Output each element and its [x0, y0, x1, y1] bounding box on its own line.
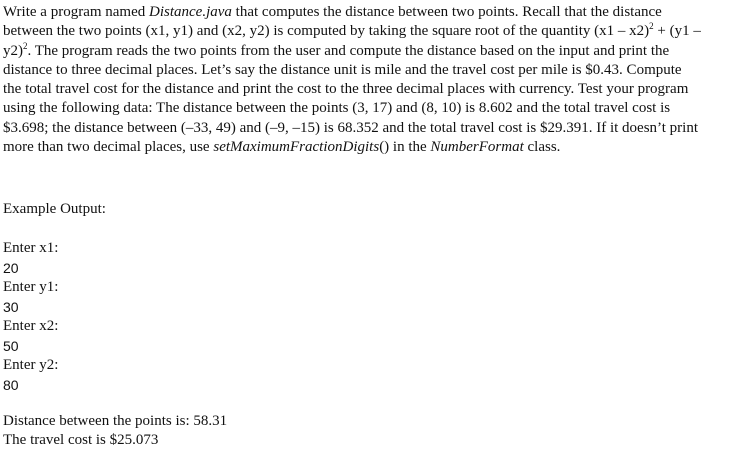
- distance-output: Distance between the points is: 58.31: [3, 413, 228, 429]
- document: [3, 3, 731, 448]
- problem-text: class.: [523, 139, 561, 156]
- exponent: 2: [649, 21, 654, 32]
- cost-output: The travel cost is $25.073: [3, 432, 159, 448]
- value-x1: 20: [3, 260, 19, 276]
- problem-text: Write a program named: [3, 4, 150, 20]
- prompt-y1: Enter y1:: [3, 279, 59, 295]
- value-y1: 30: [3, 299, 19, 315]
- problem-statement: [3, 3, 703, 157]
- problem-text: . The program reads the two points from the user and compute the distance based on the input and print the distance to three decimal places. Let’s say the distance unit is mile and the travel cost per mile is $0.43. Compute the total travel cost for the distance and print the cost to the three decimal places with currency. Test your program using the following data: The distance between the points (3, 17) and (8, 10) is 8.602 and the total travel cost is $3.698; the distance between (–33, 49) and (–9, –15) is 68.352 and the total travel cost is $29.391. If it doesn’t print more than two decimal places, use: [3, 42, 699, 156]
- value-x2: 50: [3, 338, 19, 354]
- prompt-y2: Enter y2:: [3, 357, 59, 373]
- prompt-x2: Enter x2:: [3, 318, 59, 334]
- prompt-x1: Enter x1:: [3, 240, 59, 256]
- value-y2: 80: [3, 377, 19, 393]
- exponent: 2: [23, 40, 28, 51]
- format-class-name: NumberFormat: [430, 139, 524, 156]
- example-heading: Example Output:: [3, 201, 106, 217]
- method-name: setMaximumFractionDigits: [213, 139, 380, 156]
- problem-text: that computes the distance between two points. Recall that the distance between the two points (x1, y1) and (x2, y2) is computed by taking the square root of the quantity (x1 – x2): [3, 4, 662, 40]
- class-name: Distance.java: [149, 4, 232, 20]
- problem-text: + (y1 – y2): [3, 23, 701, 59]
- problem-text: () in the: [379, 139, 431, 156]
